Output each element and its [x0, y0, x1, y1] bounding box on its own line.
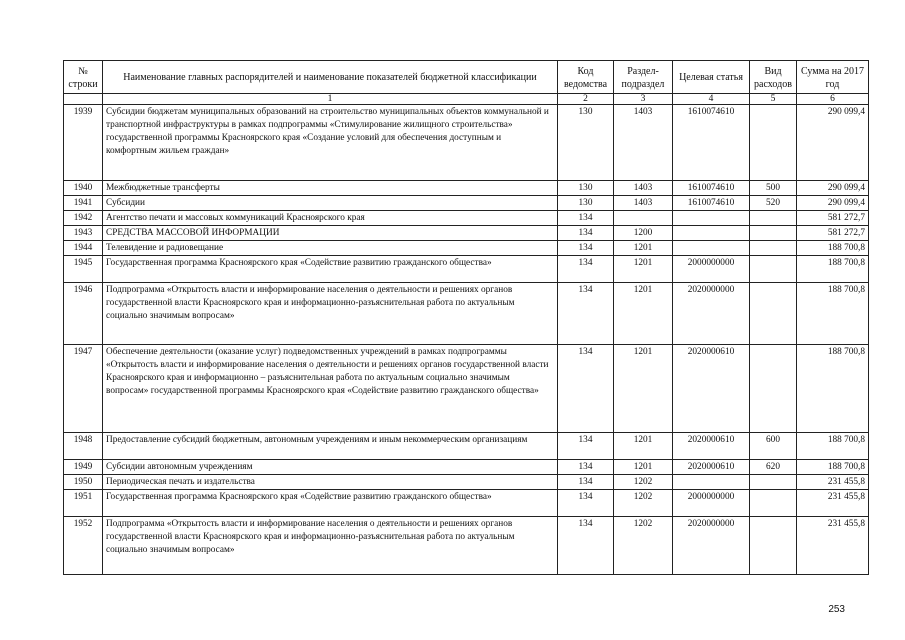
row-number-cell: 1944	[64, 241, 103, 256]
header-section: Раздел-подраздел	[614, 61, 673, 94]
column-number: 6	[797, 94, 869, 105]
section-cell: 1201	[614, 460, 673, 475]
column-number-row	[64, 94, 869, 105]
indicator-name-cell: Субсидии	[103, 196, 558, 211]
indicator-name-cell: Субсидии автономным учреждениям	[103, 460, 558, 475]
budget-table	[63, 60, 869, 575]
table-row	[64, 226, 869, 241]
dept-code-cell: 130	[558, 181, 614, 196]
amount-cell: 231 455,8	[797, 475, 869, 490]
dept-code-cell: 134	[558, 490, 614, 517]
indicator-name-cell: Периодическая печать и издательства	[103, 475, 558, 490]
expense-type-cell: 500	[750, 181, 797, 196]
row-number-cell: 1942	[64, 211, 103, 226]
target-article-cell: 1610074610	[673, 105, 750, 181]
amount-cell: 188 700,8	[797, 460, 869, 475]
table-row	[64, 105, 869, 181]
header-dept-code: Код ведомства	[558, 61, 614, 94]
dept-code-cell: 134	[558, 345, 614, 433]
indicator-name-cell: СРЕДСТВА МАССОВОЙ ИНФОРМАЦИИ	[103, 226, 558, 241]
page-number: 253	[828, 604, 845, 615]
column-number: 5	[750, 94, 797, 105]
row-number-cell: 1950	[64, 475, 103, 490]
expense-type-cell	[750, 490, 797, 517]
header-expense-type: Вид расходов	[750, 61, 797, 94]
expense-type-cell	[750, 283, 797, 345]
table-row	[64, 490, 869, 517]
header-amount: Сумма на 2017 год	[797, 61, 869, 94]
table-row	[64, 196, 869, 211]
expense-type-cell: 620	[750, 460, 797, 475]
section-cell: 1201	[614, 433, 673, 460]
target-article-cell	[673, 226, 750, 241]
header-target-article: Целевая статья	[673, 61, 750, 94]
expense-type-cell	[750, 475, 797, 490]
amount-cell: 188 700,8	[797, 433, 869, 460]
section-cell: 1200	[614, 226, 673, 241]
indicator-name-cell: Подпрограмма «Открытость власти и информирование населения о деятельности и решениях органов государственной власти Красноярского края и информационно-разъяснительная работа по актуальным социально значимым вопросам»	[103, 517, 558, 575]
dept-code-cell: 130	[558, 105, 614, 181]
indicator-name-cell: Агентство печати и массовых коммуникаций Красноярского края	[103, 211, 558, 226]
target-article-cell: 2020000000	[673, 283, 750, 345]
expense-type-cell: 520	[750, 196, 797, 211]
amount-cell: 290 099,4	[797, 181, 869, 196]
row-number-cell: 1951	[64, 490, 103, 517]
header-row-number: № строки	[64, 61, 103, 94]
amount-cell: 188 700,8	[797, 256, 869, 283]
section-cell: 1202	[614, 475, 673, 490]
amount-cell: 231 455,8	[797, 517, 869, 575]
target-article-cell: 1610074610	[673, 196, 750, 211]
dept-code-cell: 134	[558, 517, 614, 575]
table-row	[64, 433, 869, 460]
expense-type-cell	[750, 241, 797, 256]
column-number: 1	[103, 94, 558, 105]
row-number-cell: 1945	[64, 256, 103, 283]
row-number-cell: 1948	[64, 433, 103, 460]
target-article-cell: 1610074610	[673, 181, 750, 196]
row-number-cell: 1941	[64, 196, 103, 211]
dept-code-cell: 134	[558, 475, 614, 490]
amount-cell: 188 700,8	[797, 283, 869, 345]
row-number-cell: 1946	[64, 283, 103, 345]
table-row	[64, 256, 869, 283]
expense-type-cell	[750, 517, 797, 575]
row-number-cell: 1939	[64, 105, 103, 181]
amount-cell: 188 700,8	[797, 345, 869, 433]
dept-code-cell: 134	[558, 433, 614, 460]
section-cell: 1201	[614, 283, 673, 345]
expense-type-cell	[750, 105, 797, 181]
section-cell: 1201	[614, 345, 673, 433]
table-row	[64, 517, 869, 575]
indicator-name-cell: Субсидии бюджетам муниципальных образований на строительство муниципальных объектов коммунальной и транспортной инфраструктуры в рамках подпрограммы «Стимулирование жилищного строительства» государственной программы Красноярского края «Создание условий для обеспечения доступным и комфортным жильем граждан»	[103, 105, 558, 181]
section-cell: 1403	[614, 181, 673, 196]
indicator-name-cell: Предоставление субсидий бюджетным, автономным учреждениям и иным некоммерческим организациям	[103, 433, 558, 460]
row-number-cell: 1943	[64, 226, 103, 241]
table-row	[64, 211, 869, 226]
expense-type-cell	[750, 211, 797, 226]
amount-cell: 231 455,8	[797, 490, 869, 517]
target-article-cell: 2000000000	[673, 490, 750, 517]
table-row	[64, 345, 869, 433]
expense-type-cell	[750, 256, 797, 283]
expense-type-cell	[750, 345, 797, 433]
amount-cell: 290 099,4	[797, 196, 869, 211]
expense-type-cell: 600	[750, 433, 797, 460]
target-article-cell	[673, 475, 750, 490]
table-body	[64, 105, 869, 575]
section-cell: 1403	[614, 105, 673, 181]
amount-cell: 188 700,8	[797, 241, 869, 256]
section-cell: 1202	[614, 517, 673, 575]
indicator-name-cell: Телевидение и радиовещание	[103, 241, 558, 256]
row-number-cell: 1949	[64, 460, 103, 475]
indicator-name-cell: Подпрограмма «Открытость власти и информирование населения о деятельности и решениях органов государственной власти Красноярского края и информационно-разъяснительная работа по актуальным социально значимым вопросам»	[103, 283, 558, 345]
row-number-cell: 1940	[64, 181, 103, 196]
dept-code-cell: 134	[558, 211, 614, 226]
target-article-cell: 2020000610	[673, 345, 750, 433]
expense-type-cell	[750, 226, 797, 241]
target-article-cell: 2020000610	[673, 433, 750, 460]
indicator-name-cell: Государственная программа Красноярского края «Содействие развитию гражданского общества»	[103, 256, 558, 283]
column-number: 3	[614, 94, 673, 105]
section-cell: 1202	[614, 490, 673, 517]
section-cell: 1201	[614, 256, 673, 283]
table-row	[64, 460, 869, 475]
dept-code-cell: 130	[558, 196, 614, 211]
target-article-cell	[673, 241, 750, 256]
row-number-cell: 1952	[64, 517, 103, 575]
dept-code-cell: 134	[558, 283, 614, 345]
indicator-name-cell: Межбюджетные трансферты	[103, 181, 558, 196]
column-number: 2	[558, 94, 614, 105]
table-row	[64, 181, 869, 196]
row-number-cell: 1947	[64, 345, 103, 433]
table-row	[64, 241, 869, 256]
column-number: 4	[673, 94, 750, 105]
table-row	[64, 475, 869, 490]
section-cell: 1201	[614, 241, 673, 256]
dept-code-cell: 134	[558, 226, 614, 241]
dept-code-cell: 134	[558, 460, 614, 475]
amount-cell: 290 099,4	[797, 105, 869, 181]
target-article-cell: 2020000000	[673, 517, 750, 575]
dept-code-cell: 134	[558, 241, 614, 256]
section-cell: 1403	[614, 196, 673, 211]
indicator-name-cell: Обеспечение деятельности (оказание услуг) подведомственных учреждений в рамках подпрограммы «Открытость власти и информирование населения о деятельности и решениях органов государственной власти Красноярского края и информационно – разъяснительная работа по актуальным социально значимым вопросам» государственной программы Красноярского края «Содействие развитию гражданского общества»	[103, 345, 558, 433]
target-article-cell: 2000000000	[673, 256, 750, 283]
table-row	[64, 283, 869, 345]
table-header	[64, 61, 869, 105]
dept-code-cell: 134	[558, 256, 614, 283]
amount-cell: 581 272,7	[797, 226, 869, 241]
section-cell	[614, 211, 673, 226]
indicator-name-cell: Государственная программа Красноярского края «Содействие развитию гражданского общества»	[103, 490, 558, 517]
target-article-cell: 2020000610	[673, 460, 750, 475]
header-name: Наименование главных распорядителей и наименование показателей бюджетной классификации	[103, 61, 558, 94]
target-article-cell	[673, 211, 750, 226]
amount-cell: 581 272,7	[797, 211, 869, 226]
column-number-blank	[64, 94, 103, 105]
